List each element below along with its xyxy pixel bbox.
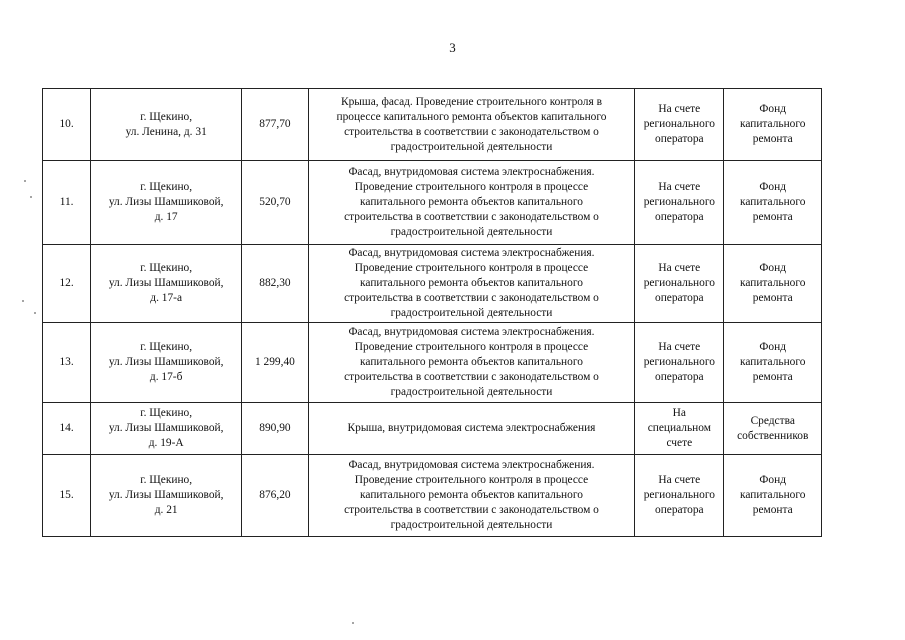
account-cell xyxy=(635,161,724,245)
source-line: ремонта xyxy=(752,504,793,516)
source-line: Фонд xyxy=(759,103,787,115)
works-cell xyxy=(308,403,634,455)
works-line: градостроительной деятельности xyxy=(390,140,553,153)
address-line: д. 19-А xyxy=(148,437,184,449)
address-line: д. 17 xyxy=(154,211,178,223)
account-line: оператора xyxy=(655,133,704,145)
area-cell: 1 299,40 xyxy=(242,323,309,403)
works-line: Фасад, внутридомовая система электроснабжения. xyxy=(348,459,595,471)
address-line: д. 21 xyxy=(154,504,178,516)
account-line: оператора xyxy=(655,371,704,383)
source-line: Фонд xyxy=(759,181,787,193)
address-line: ул. Лизы Шамшиковой, xyxy=(108,196,224,208)
account-line: На счете xyxy=(658,103,701,115)
source-line: ремонта xyxy=(752,133,793,145)
source-line: собственников xyxy=(737,429,809,442)
account-line: регионального xyxy=(643,356,715,368)
works-cell xyxy=(308,89,634,161)
account-line: регионального xyxy=(643,118,715,130)
works-line: капитального ремонта объектов капитального xyxy=(360,196,583,208)
row-number: 15. xyxy=(43,455,91,537)
account-line: оператора xyxy=(655,292,704,304)
scan-artifact xyxy=(24,180,26,182)
funding-source-cell xyxy=(724,245,822,323)
account-cell xyxy=(635,403,724,455)
funding-source-cell xyxy=(724,89,822,161)
table-row xyxy=(43,403,822,455)
source-line: капитального xyxy=(739,277,806,289)
works-line: Крыша, фасад. Проведение строительного контроля в xyxy=(340,95,602,108)
account-line: регионального xyxy=(643,489,715,501)
works-line: строительства в соответствии с законодательством о xyxy=(344,371,599,383)
address-line: д. 17-а xyxy=(150,292,183,304)
works-line: градостроительной деятельности xyxy=(390,226,553,238)
row-number: 14. xyxy=(43,403,91,455)
account-cell xyxy=(635,323,724,403)
works-line: градостроительной деятельности xyxy=(390,519,553,531)
works-line: строительства в соответствии с законодательством о xyxy=(344,504,599,516)
works-line: капитального ремонта объектов капитального xyxy=(360,277,583,289)
area-cell: 890,90 xyxy=(242,403,309,455)
table-row xyxy=(43,89,822,161)
address-cell xyxy=(91,455,242,537)
address-cell xyxy=(91,323,242,403)
row-number: 10. xyxy=(43,89,91,161)
source-line: ремонта xyxy=(752,211,793,223)
account-line: На счете xyxy=(658,181,701,193)
funding-source-cell xyxy=(724,403,822,455)
works-line: Фасад, внутридомовая система электроснабжения. xyxy=(348,166,595,178)
area-cell: 520,70 xyxy=(242,161,309,245)
address-cell xyxy=(91,161,242,245)
works-cell xyxy=(308,161,634,245)
account-line: оператора xyxy=(655,211,704,223)
account-cell xyxy=(635,89,724,161)
address-cell xyxy=(91,89,242,161)
works-line: капитального ремонта объектов капитального xyxy=(360,489,583,501)
works-line: Фасад, внутридомовая система электроснабжения. xyxy=(348,247,595,259)
source-line: капитального xyxy=(739,356,806,368)
area-cell: 877,70 xyxy=(242,89,309,161)
works-cell xyxy=(308,455,634,537)
address-line: ул. Лизы Шамшиковой, xyxy=(108,356,224,368)
address-line: г. Щекино, xyxy=(140,262,193,274)
address-line: г. Щекино, xyxy=(140,110,193,123)
page-number: 3 xyxy=(449,40,456,55)
works-line: строительства в соответствии с законодательством о xyxy=(344,211,599,223)
source-line: Фонд xyxy=(759,341,787,353)
row-number: 11. xyxy=(43,161,91,245)
address-line: г. Щекино, xyxy=(140,407,193,419)
works-cell xyxy=(308,245,634,323)
works-line: градостроительной деятельности xyxy=(390,386,553,398)
address-line: ул. Лизы Шамшиковой, xyxy=(108,277,224,289)
works-line: Крыша, внутридомовая система электроснабжения xyxy=(347,422,596,434)
funding-source-cell xyxy=(724,455,822,537)
source-line: Средства xyxy=(750,414,795,427)
address-cell xyxy=(91,403,242,455)
scan-artifact xyxy=(352,622,354,624)
area-cell: 882,30 xyxy=(242,245,309,323)
works-line: Проведение строительного контроля в процессе xyxy=(354,181,589,193)
works-line: Проведение строительного контроля в процессе xyxy=(354,262,589,274)
account-cell xyxy=(635,245,724,323)
address-line: ул. Ленина, д. 31 xyxy=(125,125,207,138)
table-row xyxy=(43,161,822,245)
source-line: ремонта xyxy=(752,292,793,304)
works-line: Проведение строительного контроля в процессе xyxy=(354,341,589,353)
account-cell xyxy=(635,455,724,537)
scan-artifact xyxy=(34,312,36,314)
source-line: Фонд xyxy=(759,262,787,274)
account-line: На xyxy=(672,407,686,419)
account-line: На счете xyxy=(658,474,701,486)
source-line: капитального xyxy=(739,118,806,130)
account-line: регионального xyxy=(643,196,715,208)
account-line: На счете xyxy=(658,341,701,353)
account-line: оператора xyxy=(655,504,704,516)
account-line: регионального xyxy=(643,277,715,289)
works-line: Фасад, внутридомовая система электроснабжения. xyxy=(348,326,595,338)
address-line: д. 17-б xyxy=(149,371,183,383)
works-line: строительства в соответствии с законодательством о xyxy=(344,125,599,138)
funding-source-cell xyxy=(724,161,822,245)
funding-source-cell xyxy=(724,323,822,403)
address-cell xyxy=(91,245,242,323)
source-line: капитального xyxy=(739,196,806,208)
address-line: ул. Лизы Шамшиковой, xyxy=(108,422,224,434)
table-row xyxy=(43,455,822,537)
account-line: счете xyxy=(666,437,693,449)
row-number: 12. xyxy=(43,245,91,323)
works-line: процессе капитального ремонта объектов капитального xyxy=(336,110,607,123)
row-number: 13. xyxy=(43,323,91,403)
scan-artifact xyxy=(30,196,32,198)
address-line: г. Щекино, xyxy=(140,181,193,193)
repair-registry-table xyxy=(42,88,822,537)
address-line: г. Щекино, xyxy=(140,341,193,353)
works-line: строительства в соответствии с законодательством о xyxy=(344,292,599,304)
source-line: капитального xyxy=(739,489,806,501)
scan-artifact xyxy=(22,300,24,302)
source-line: ремонта xyxy=(752,371,793,383)
address-line: ул. Лизы Шамшиковой, xyxy=(108,489,224,501)
works-line: градостроительной деятельности xyxy=(390,307,553,319)
area-cell: 876,20 xyxy=(242,455,309,537)
works-line: Проведение строительного контроля в процессе xyxy=(354,474,589,486)
account-line: На счете xyxy=(658,262,701,274)
registry-body xyxy=(43,89,822,537)
address-line: г. Щекино, xyxy=(140,474,193,486)
works-cell xyxy=(308,323,634,403)
table-row xyxy=(43,245,822,323)
account-line: специальном xyxy=(647,422,711,434)
works-line: капитального ремонта объектов капитального xyxy=(360,356,583,368)
table-row xyxy=(43,323,822,403)
source-line: Фонд xyxy=(759,474,787,486)
